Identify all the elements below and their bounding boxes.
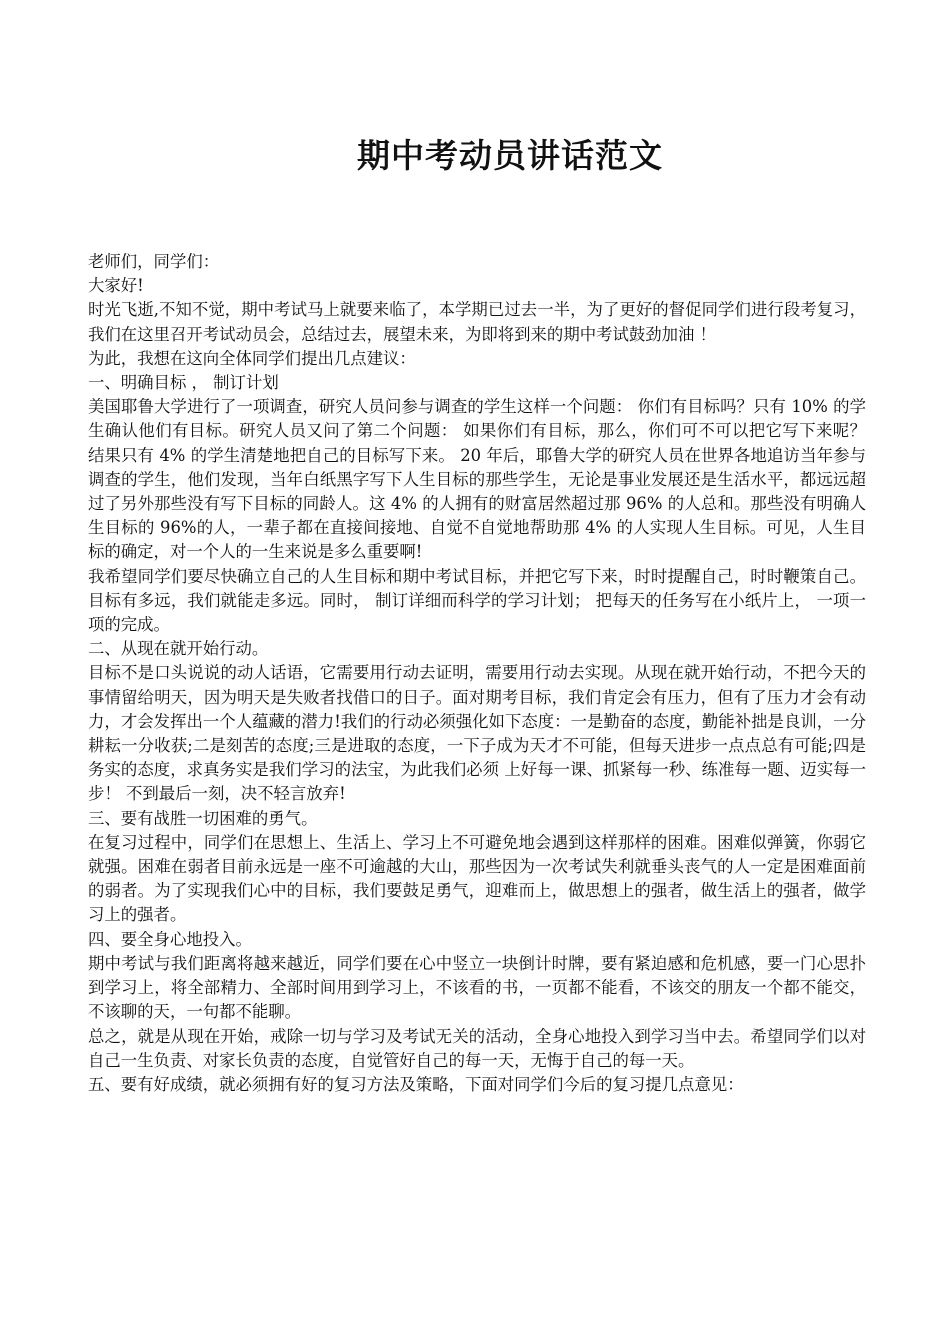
section-heading-1: 一、明确目标 ， 制订计划 xyxy=(88,373,279,393)
document-title: 期中考动员讲话范文 xyxy=(357,136,663,175)
greeting-hello: 大家好! xyxy=(88,276,144,296)
intro-paragraph: 时光飞逝,不知不觉，期中考试马上就要来临了，本学期已过去一半，为了更好的督促同学们进行段考复习，我们在这里召开考试动员会，总结过去，展望未来，为即将到来的期中考试鼓劲加油 ！ xyxy=(88,300,866,344)
section-1-paragraph-1: 美国耶鲁大学进行了一项调查，研究人员问参与调查的学生这样一个问题： 你们有目标吗？只有 10% 的学生确认他们有目标。研究人员又问了第二个问题： 如果你们有目标，那么，你们可不可以把它写下来呢？ 结果只有 4% 的学生清楚地把自己的目标写下来。 20 年后，耶鲁大学的研究人员在世界各地追访当年参与调查的学生，他们发现，当年白纸黑字写下人生目标的那些学生，无论是事业发展还是生活水平，都远远超过了另外那些没有写下目标的同龄人。这 4% 的人拥有的财富居然超过那 96% 的人总和。那些没有明确人生目标的 96%的人，一辈子都在直接间接地、自觉不自觉地帮助那 4% 的人实现人生目标。可见，人生目标的确定，对一个人的一生来说是多么重要啊! xyxy=(88,397,866,562)
document-body xyxy=(88,250,866,1097)
section-3-paragraph: 在复习过程中，同学们在思想上、生活上、学习上不可避免地会遇到这样那样的困难。困难似弹簧，你弱它就强。困难在弱者目前永远是一座不可逾越的大山，那些因为一次考试失利就垂头丧气的人一定是困难面前的弱者。为了实现我们心中的目标，我们要鼓足勇气，迎难而上，做思想上的强者，做生活上的强者，做学习上的强者。 xyxy=(88,832,866,925)
section-heading-2: 二、从现在就开始行动。 xyxy=(88,639,269,659)
section-4-paragraph-2: 总之，就是从现在开始，戒除一切与学习及考试无关的活动，全身心地投入到学习当中去。希望同学们以对自己一生负责、对家长负责的态度，自觉管好自己的每一天，无悔于自己的每一天。 xyxy=(88,1026,866,1070)
greeting-line: 老师们，同学们： xyxy=(88,252,220,271)
section-1-paragraph-2: 我希望同学们要尽快确立自己的人生目标和期中考试目标，并把它写下来，时时提醒自己，时时鞭策自己。目标有多远，我们就能走多远。同时， 制订详细而科学的学习计划； 把每天的任务写在小纸片上， 一项一项的完成。 xyxy=(88,566,866,635)
section-heading-3: 三、要有战胜一切困难的勇气。 xyxy=(88,808,318,828)
section-heading-5: 五、要有好成绩，就必须拥有好的复习方法及策略，下面对同学们今后的复习提几点意见： xyxy=(88,1074,744,1094)
suggestion-intro: 为此，我想在这向全体同学们提出几点建议： xyxy=(88,348,416,368)
section-4-paragraph-1: 期中考试与我们距离将越来越近，同学们要在心中竖立一块倒计时牌，要有紧迫感和危机感，要一门心思扑到学习上，将全部精力、全部时间用到学习上，不该看的书，一页都不能看，不该交的朋友一个都不能交，不该聊的天，一句都不能聊。 xyxy=(88,953,866,1022)
section-2-paragraph: 目标不是口头说说的动人话语，它需要用行动去证明，需要用行动去实现。从现在就开始行动，不把今天的事情留给明天，因为明天是失败者找借口的日子。面对期考目标，我们肯定会有压力，但有了压力才会有动力，才会发挥出一个人蕴藏的潜力!我们的行动必须强化如下态度：一是勤奋的态度，勤能补拙是良训，一分耕耘一分收获;二是刻苦的态度;三是进取的态度，一下子成为天才不可能，但每天进步一点点总有可能;四是务实的态度，求真务实是我们学习的法宝，为此我们必须 上好每一课、抓紧每一秒、练准每一题、迈实每一步！ 不到最后一刻，决不轻言放弃! xyxy=(88,663,866,804)
section-heading-4: 四、要全身心地投入。 xyxy=(88,929,252,949)
